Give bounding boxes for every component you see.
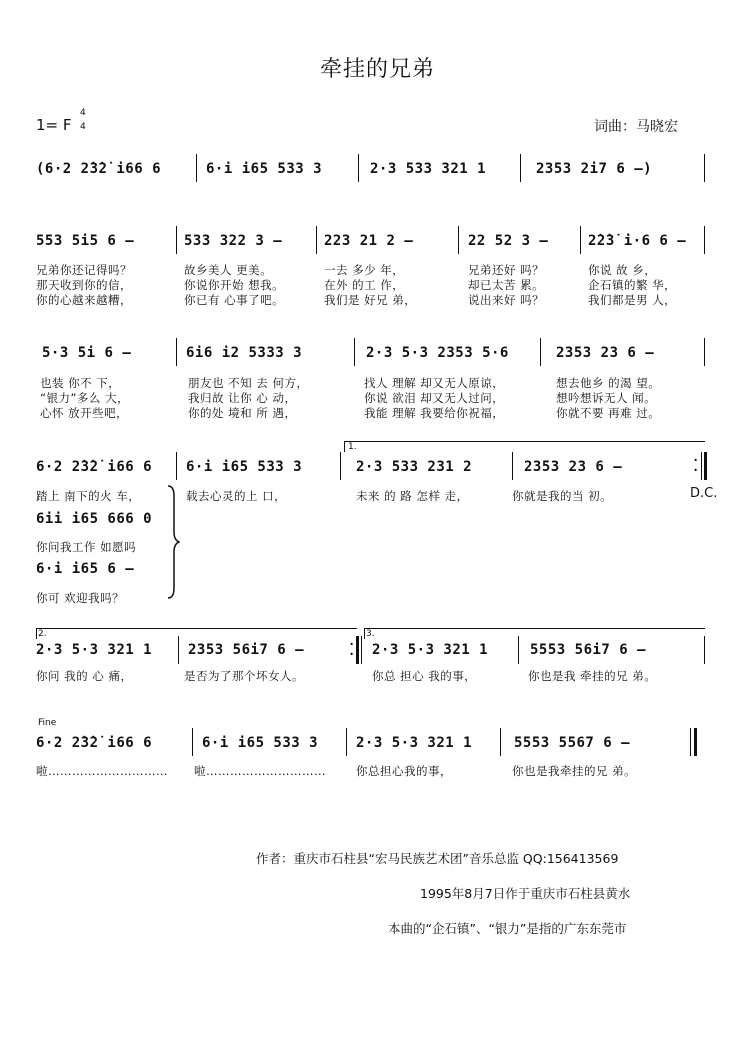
lyric: 那天收到你的信， xyxy=(36,278,132,292)
footer-author: 作者：重庆市石柱县“宏马民族艺术团”音乐总监 QQ:156413569 xyxy=(256,851,619,866)
barline xyxy=(346,728,347,756)
measure: 6i6 i2 5333 3 xyxy=(186,345,303,361)
measure: (6·2 2̇3̇2̇ i66 6 xyxy=(36,161,162,177)
barline xyxy=(540,338,541,366)
measure: 2353 23 6 – xyxy=(556,345,655,361)
lyric: 你说 故 乡， xyxy=(588,263,657,277)
dc-marking: D.C. xyxy=(690,486,718,501)
lyric: 啦………………………… xyxy=(194,764,326,778)
barline xyxy=(340,452,341,480)
alt-measure: 6ii i65 666 0 xyxy=(36,511,153,527)
lyric: 你问 我的 心 痛， xyxy=(36,669,133,683)
barline xyxy=(520,154,521,182)
measure: 533 322 3 – xyxy=(184,233,283,249)
barline xyxy=(704,636,705,664)
volta-label-2: 2. xyxy=(38,629,47,639)
alt-lyric: 你问我工作 如愿吗 xyxy=(36,540,137,554)
lyric: 你的心越来越糟， xyxy=(36,293,132,307)
measure: 2353 2i7 6 –) xyxy=(536,161,653,177)
measure: 553 5i5 6 – xyxy=(36,233,135,249)
lyric: 企石镇的繁 华， xyxy=(588,278,677,292)
lyric: 你说 欲泪 却又无人过问， xyxy=(364,391,505,405)
time-sig-top: 4 xyxy=(80,108,86,118)
barline xyxy=(196,154,197,182)
measure: 2̇2̇3̇ i·6 6 – xyxy=(588,233,687,249)
lyric: 你总担心我的事， xyxy=(356,764,452,778)
repeat-barline xyxy=(356,636,359,664)
lyric: 也装 你不 下， xyxy=(40,376,121,390)
measure: 2353 56i7 6 – xyxy=(188,642,305,658)
barline xyxy=(690,728,691,756)
brace-icon xyxy=(166,484,180,600)
barline xyxy=(176,226,177,254)
measure: 6·2 2̇3̇2̇ i66 6 xyxy=(36,459,153,475)
measure: 2353 23 6 – xyxy=(524,459,623,475)
lyric: “银力”多么 大， xyxy=(40,391,130,405)
footer-note: 本曲的“企石镇”、“银力”是指的广东东莞市 xyxy=(388,921,627,936)
measure: 2·3 5·3 321 1 xyxy=(36,642,153,658)
lyric: 我们都是男 人， xyxy=(588,293,677,307)
lyric: 踏上 南下的火 车， xyxy=(36,489,141,503)
barline xyxy=(518,636,519,664)
volta-bracket-1 xyxy=(344,441,705,452)
barline xyxy=(316,226,317,254)
time-sig-bottom: 4 xyxy=(80,122,86,132)
barline xyxy=(704,338,705,366)
barline xyxy=(192,728,193,756)
measure: 6·2 2̇3̇2̇ i66 6 xyxy=(36,735,153,751)
lyric: 在外 的工 作， xyxy=(324,278,405,292)
repeat-dots: · · xyxy=(348,637,356,661)
lyric: 我们是 好兄 弟， xyxy=(324,293,417,307)
alt-lyric: 你可 欢迎我吗？ xyxy=(36,591,125,605)
barline xyxy=(704,226,705,254)
lyric: 兄弟你还记得吗？ xyxy=(36,263,132,277)
measure: 5·3 5i 6 – xyxy=(42,345,132,361)
lyric: 我归故 让你 心 动， xyxy=(188,391,297,405)
lyric: 一去 多少 年， xyxy=(324,263,405,277)
lyric: 你也是我牵挂的兄 弟。 xyxy=(512,764,637,778)
barline xyxy=(512,452,513,480)
page-title: 牵挂的兄弟 xyxy=(320,57,436,82)
barline xyxy=(176,338,177,366)
barline xyxy=(500,728,501,756)
lyric: 未来 的 路 怎样 走， xyxy=(356,489,469,503)
measure: 2·3 533 231 2 xyxy=(356,459,473,475)
measure: 2·3 533 321 1 xyxy=(370,161,487,177)
lyric: 你的处 境和 所 遇， xyxy=(188,406,297,420)
barline xyxy=(358,154,359,182)
lyric: 心怀 放开些吧， xyxy=(40,406,129,420)
repeat-dots: · · xyxy=(692,453,700,477)
fine-marking: Fine xyxy=(38,718,57,728)
lyric: 想去他乡 的渴 望。 xyxy=(556,376,661,390)
lyric: 载去心灵的上 口， xyxy=(186,489,287,503)
volta-bracket-3 xyxy=(364,628,705,639)
lyric: 却已太苦 累。 xyxy=(468,278,545,292)
measure: 6·i i65 533 3 xyxy=(202,735,319,751)
lyric: 啦………………………… xyxy=(36,764,168,778)
barline xyxy=(178,636,179,664)
barline xyxy=(361,636,362,664)
final-barline xyxy=(704,452,707,480)
lyric: 你说你开始 想我。 xyxy=(184,278,285,292)
measure: 2·3 5·3 321 1 xyxy=(356,735,473,751)
key-signature: 1= F xyxy=(36,116,72,134)
measure: 2·3 5·3 321 1 xyxy=(372,642,489,658)
lyric: 想吟想诉无人 闻。 xyxy=(556,391,657,405)
alt-measure: 6·i i65 6 – xyxy=(36,561,135,577)
volta-label-3: 3. xyxy=(366,629,375,639)
composer-credit: 词曲：马晓宏 xyxy=(594,119,678,135)
measure: 5553 5567 6 – xyxy=(514,735,631,751)
measure: 6·i i65 533 3 xyxy=(186,459,303,475)
barline xyxy=(580,226,581,254)
barline xyxy=(704,154,705,182)
measure: 22 52 3 – xyxy=(468,233,549,249)
lyric: 你已有 心事了吧。 xyxy=(184,293,285,307)
barline xyxy=(176,452,177,480)
measure: 223 21 2 – xyxy=(324,233,414,249)
final-barline xyxy=(694,728,697,756)
barline xyxy=(458,226,459,254)
measure: 6·i i65 533 3 xyxy=(206,161,323,177)
lyric: 说出来好 吗？ xyxy=(468,293,545,307)
measure: 2·3 5·3 2353 5·6 xyxy=(366,345,509,361)
lyric: 你也是我 牵挂的兄 弟。 xyxy=(528,669,657,683)
barline xyxy=(354,338,355,366)
barline xyxy=(701,452,702,480)
lyric: 你总 担心 我的事， xyxy=(372,669,477,683)
lyric: 朋友也 不知 去 何方， xyxy=(188,376,309,390)
lyric: 我能 理解 我要给你祝福， xyxy=(364,406,505,420)
lyric: 兄弟还好 吗？ xyxy=(468,263,545,277)
lyric: 是否为了那个坏女人。 xyxy=(184,669,304,683)
measure: 5553 56i7 6 – xyxy=(530,642,647,658)
lyric: 找人 理解 却又无人原谅， xyxy=(364,376,505,390)
lyric: 故乡美人 更美。 xyxy=(184,263,273,277)
volta-label-1: 1. xyxy=(348,442,357,452)
lyric: 你就不要 再难 过。 xyxy=(556,406,661,420)
footer-date: 1995年8月7日作于重庆市石柱县黄水 xyxy=(420,886,631,901)
lyric: 你就是我的当 初。 xyxy=(512,489,613,503)
volta-bracket-2 xyxy=(36,628,357,639)
